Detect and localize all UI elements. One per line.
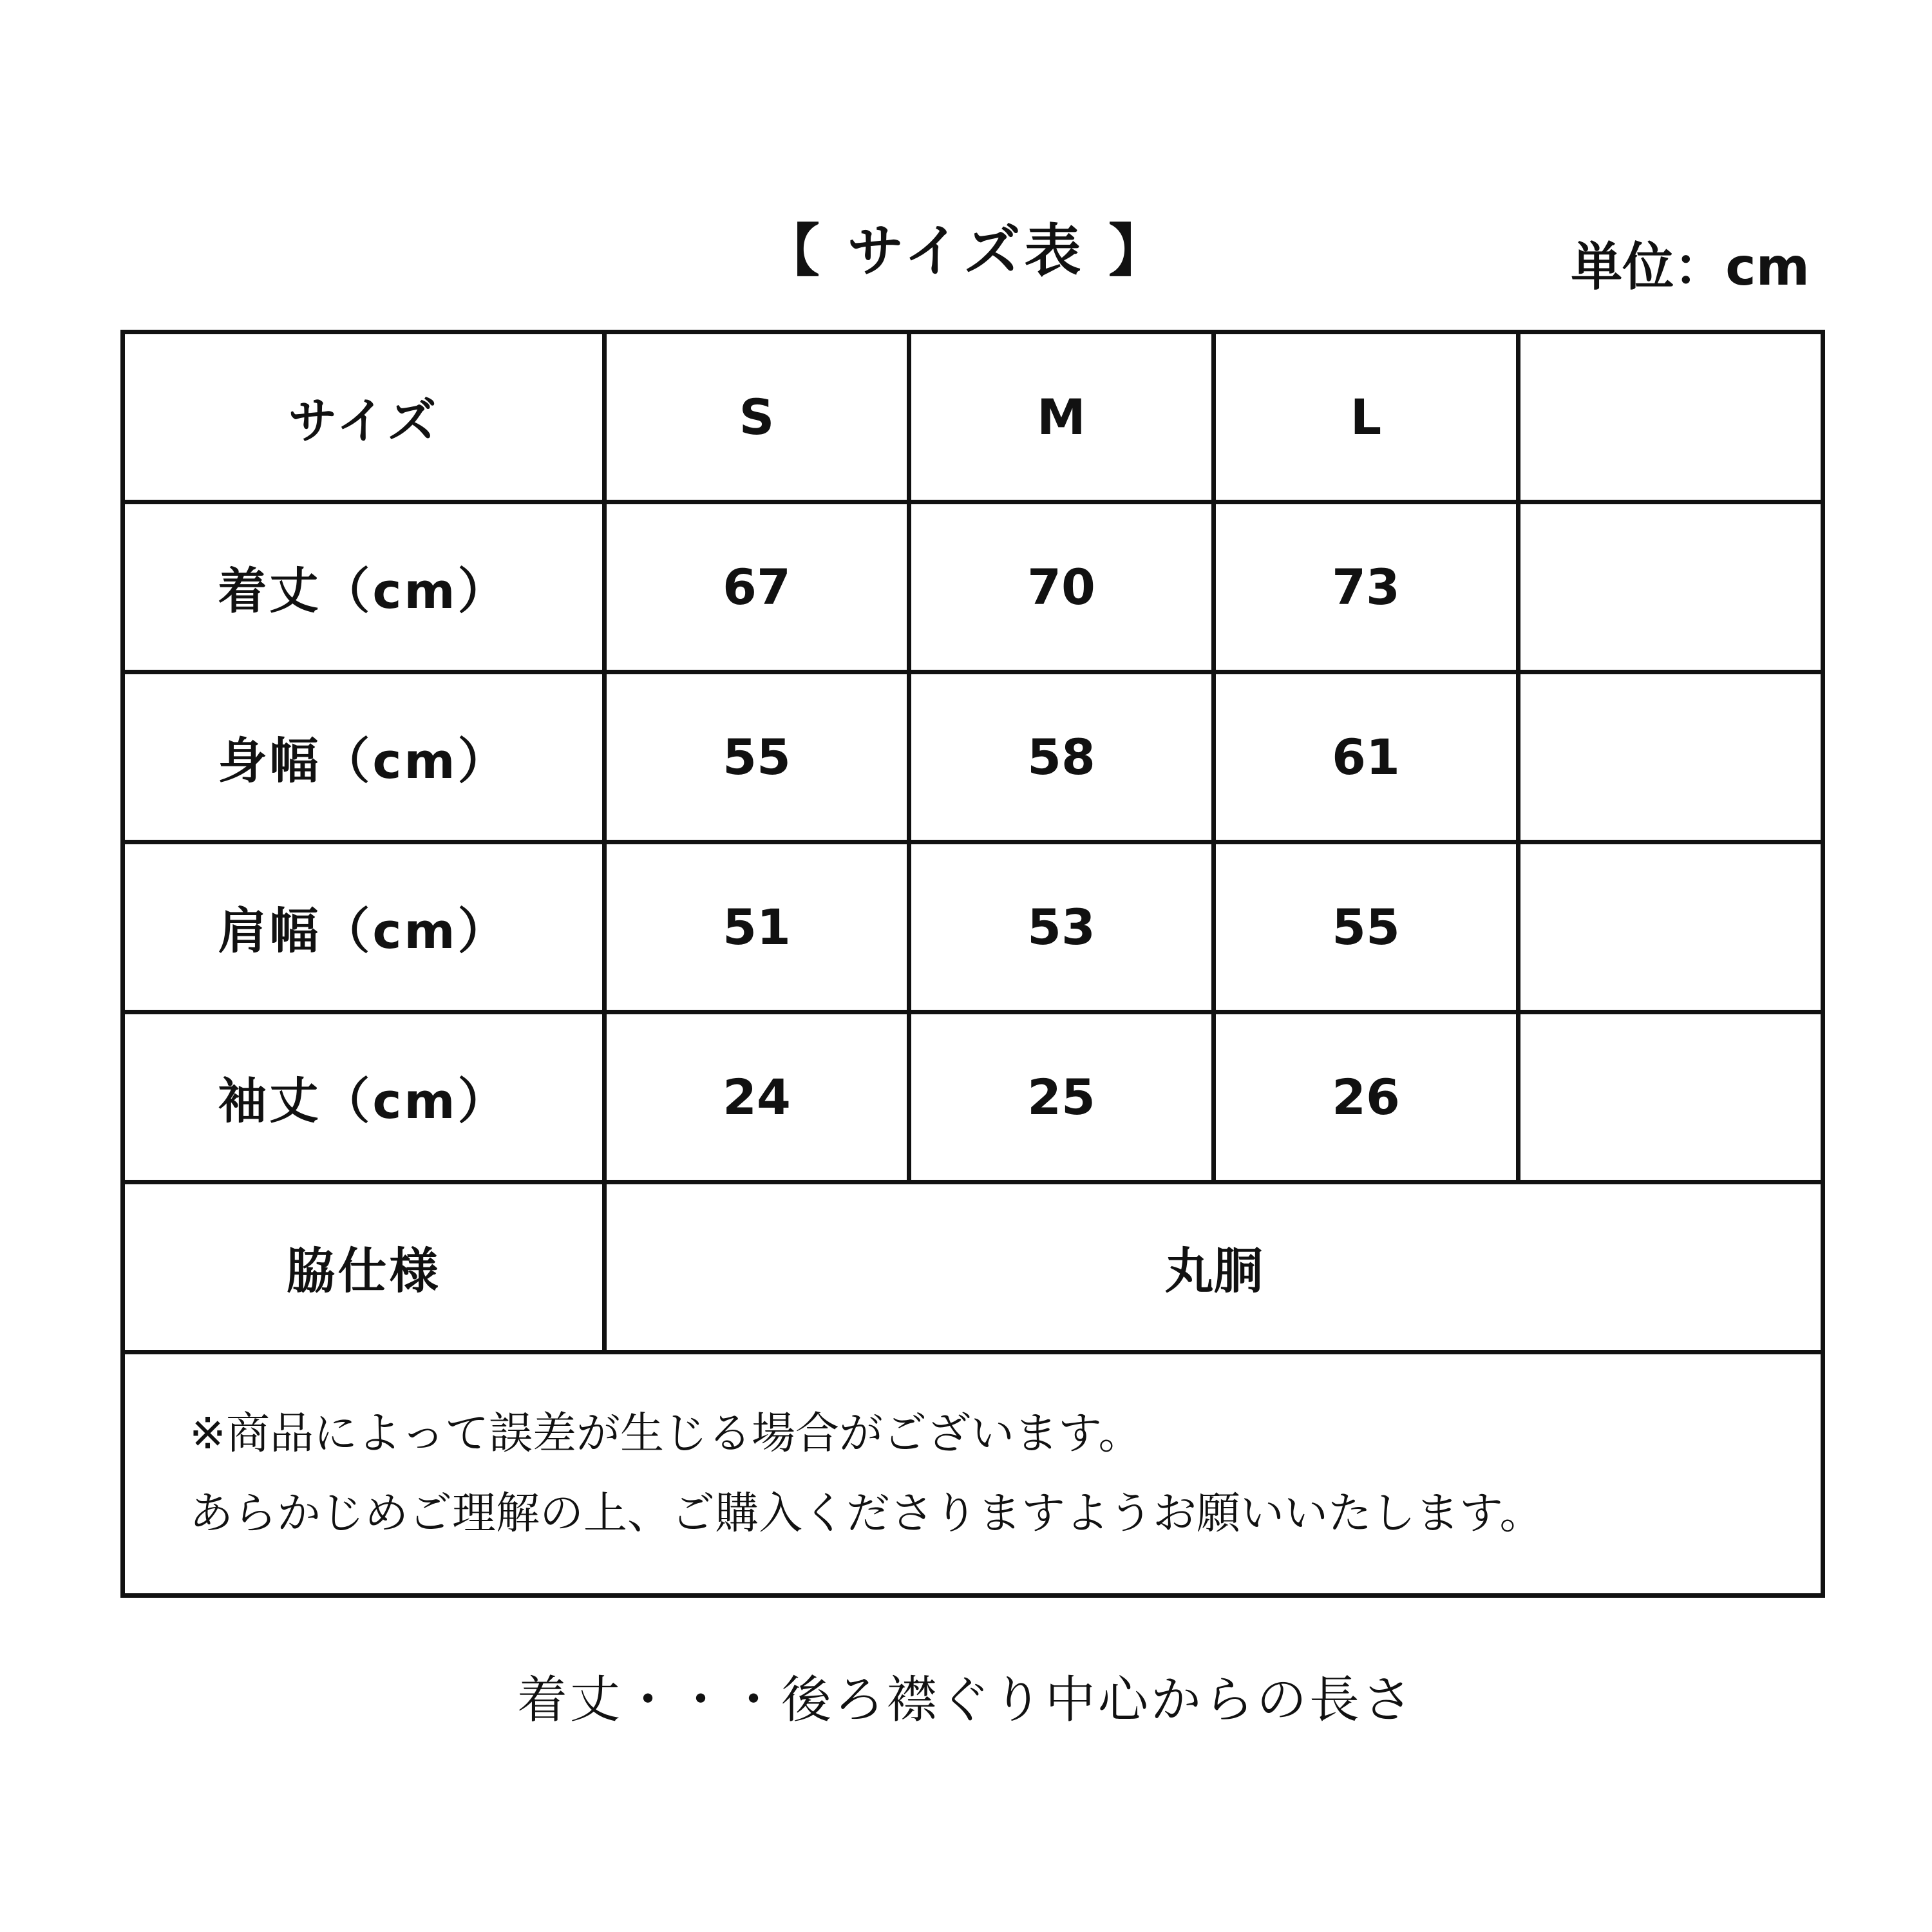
row-label: 身幅（cm） [123,672,605,842]
side-spec-label: 脇仕様 [123,1182,605,1352]
table-cell: 24 [605,1012,909,1182]
row-label: 袖丈（cm） [123,1012,605,1182]
unit-label: 単位：cm [1571,237,1810,297]
table-cell: 70 [909,502,1214,672]
page-title: 【 サイズ表 】 [762,218,1170,284]
note-row [123,1352,1823,1596]
table-cell: 58 [909,672,1214,842]
size-table [120,330,1825,1598]
table-cell [1519,672,1823,842]
header-label-cell: サイズ [123,332,605,502]
table-header-row [123,332,1823,502]
table-cell: 73 [1214,502,1519,672]
table-cell: 67 [605,502,909,672]
table-cell: 55 [605,672,909,842]
table-cell: 25 [909,1012,1214,1182]
size-s-header: S [605,332,909,502]
row-label: 着丈（cm） [123,502,605,672]
table-cell: 26 [1214,1012,1519,1182]
note-line-1: ※商品によって誤差が生じる場合がございます。 [189,1408,1142,1459]
side-spec-value: 丸胴 [605,1182,1823,1352]
side-spec-row [123,1182,1823,1352]
table-cell [1519,842,1823,1012]
footer-note: 着丈・・・後ろ襟ぐり中心からの長さ [516,1671,1415,1729]
note-cell [123,1352,1823,1596]
table-cell: 55 [1214,842,1519,1012]
size-l-header: L [1214,332,1519,502]
size-m-header: M [909,332,1214,502]
table-cell: 51 [605,842,909,1012]
row-label: 肩幅（cm） [123,842,605,1012]
table-cell: 61 [1214,672,1519,842]
table-cell: 53 [909,842,1214,1012]
table-cell [1519,1012,1823,1182]
size-extra-header [1519,332,1823,502]
table-cell [1519,502,1823,672]
table-row [123,1012,1823,1182]
note-line-2: あらかじめご理解の上、ご購入くださりますようお願いいたします。 [189,1488,1544,1539]
table-row [123,502,1823,672]
table-row [123,672,1823,842]
table-row [123,842,1823,1012]
